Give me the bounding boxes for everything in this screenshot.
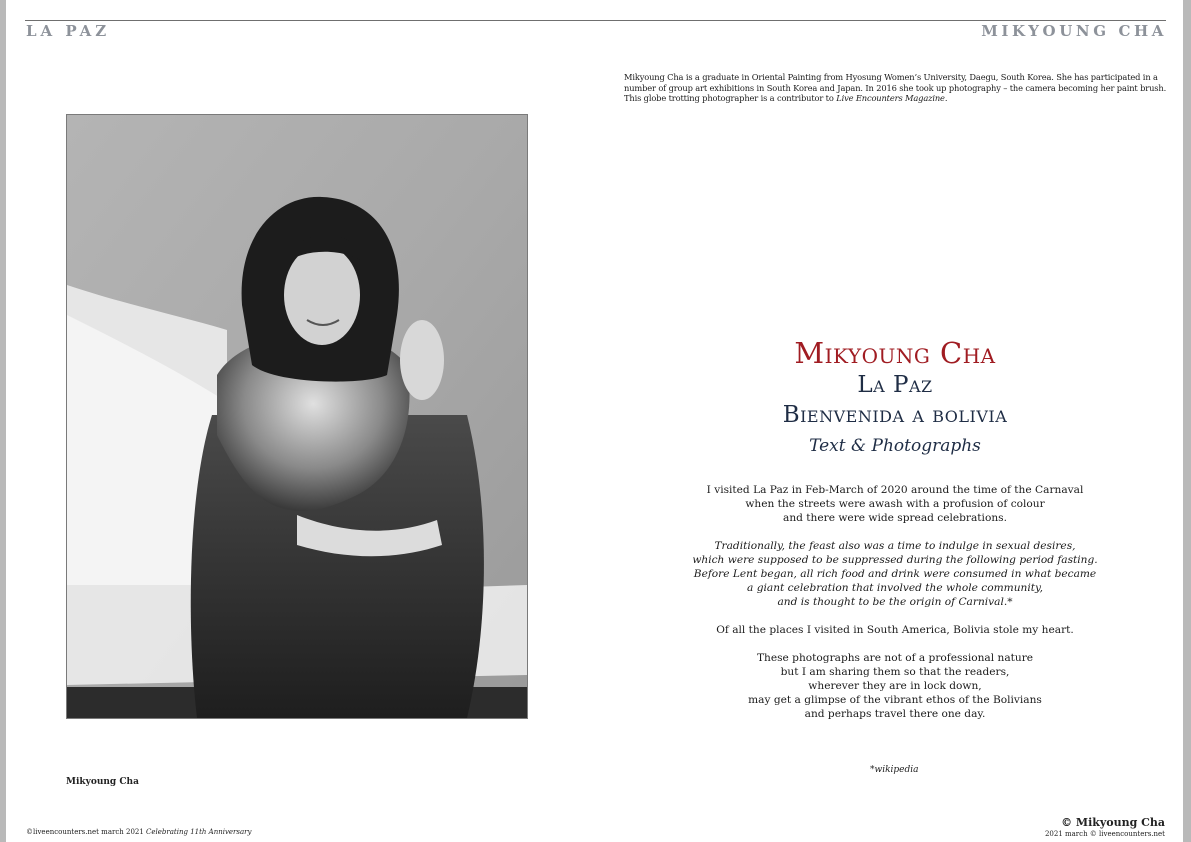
author-portrait-photo: [66, 114, 528, 719]
footer-right: 2021 march © liveencounters.net: [1044, 830, 1165, 838]
body-text: [660, 483, 1130, 735]
line: These photographs are not of a professional nature: [756, 652, 1034, 664]
line: Traditionally, the feast also was a time to indulge in sexual desires,: [714, 540, 1076, 552]
running-head-right: MIKYOUNG CHA: [981, 22, 1167, 40]
line: a giant celebration that involved the whole community,: [747, 582, 1043, 594]
page-edge-left: [0, 0, 6, 842]
line: and is thought to be the origin of Carnival.*: [777, 596, 1013, 608]
line: which were supposed to be suppressed during the following period fasting.: [692, 554, 1098, 566]
title-block: [700, 336, 1090, 461]
author-name-title: Mikyoung Cha: [794, 336, 996, 370]
photo-caption: Mikyoung Cha: [66, 777, 139, 787]
subtitle: Bienvenida a bolivia: [782, 402, 1008, 428]
tagline: Text & Photographs: [809, 436, 981, 456]
author-bio: [624, 72, 1170, 104]
place-title: La Paz: [857, 372, 933, 398]
paragraph-2: [660, 539, 1130, 609]
page-edge-right: [1183, 0, 1191, 842]
footer-left-text: ©liveencounters.net march 2021: [26, 828, 147, 836]
line: may get a glimpse of the vibrant ethos of the Bolivians: [748, 694, 1042, 706]
header-rule: [25, 20, 1166, 21]
footer-left-italic: Celebrating 11th Anniversary: [146, 828, 252, 836]
photo-copyright: © Mikyoung Cha: [1061, 816, 1165, 829]
bio-end: .: [944, 93, 948, 103]
line: Of all the places I visited in South America, Bolivia stole my heart.: [716, 624, 1074, 636]
portrait-image: [67, 115, 527, 718]
line: wherever they are in lock down,: [808, 680, 982, 692]
line: and there were wide spread celebrations.: [783, 512, 1007, 524]
paragraph-3: [660, 623, 1130, 637]
running-head-left: LA PAZ: [26, 22, 111, 40]
line: when the streets were awash with a profusion of colour: [745, 498, 1045, 510]
line: I visited La Paz in Feb-March of 2020 around the time of the Carnaval: [706, 484, 1084, 496]
line: Before Lent began, all rich food and drink were consumed in what became: [693, 568, 1097, 580]
paragraph-1: [660, 483, 1130, 525]
bio-text: Mikyoung Cha is a graduate in Oriental Painting from Hyosung Women’s University, Daegu, South Korea. She has participated in a number of group art exhibitions in South Korea and Japan. In 2016 she took up photography – the camera becoming her paint brush. This globe trotting photographer is a contributor to: [624, 72, 1167, 103]
line: and perhaps travel there one day.: [804, 708, 986, 720]
bio-magazine: Live Encounters Magazine: [836, 93, 945, 103]
footnote-wikipedia: *wikipedia: [870, 765, 919, 775]
line: but I am sharing them so that the readers,: [780, 666, 1010, 678]
footer-left: [26, 828, 251, 836]
paragraph-4: [660, 651, 1130, 721]
